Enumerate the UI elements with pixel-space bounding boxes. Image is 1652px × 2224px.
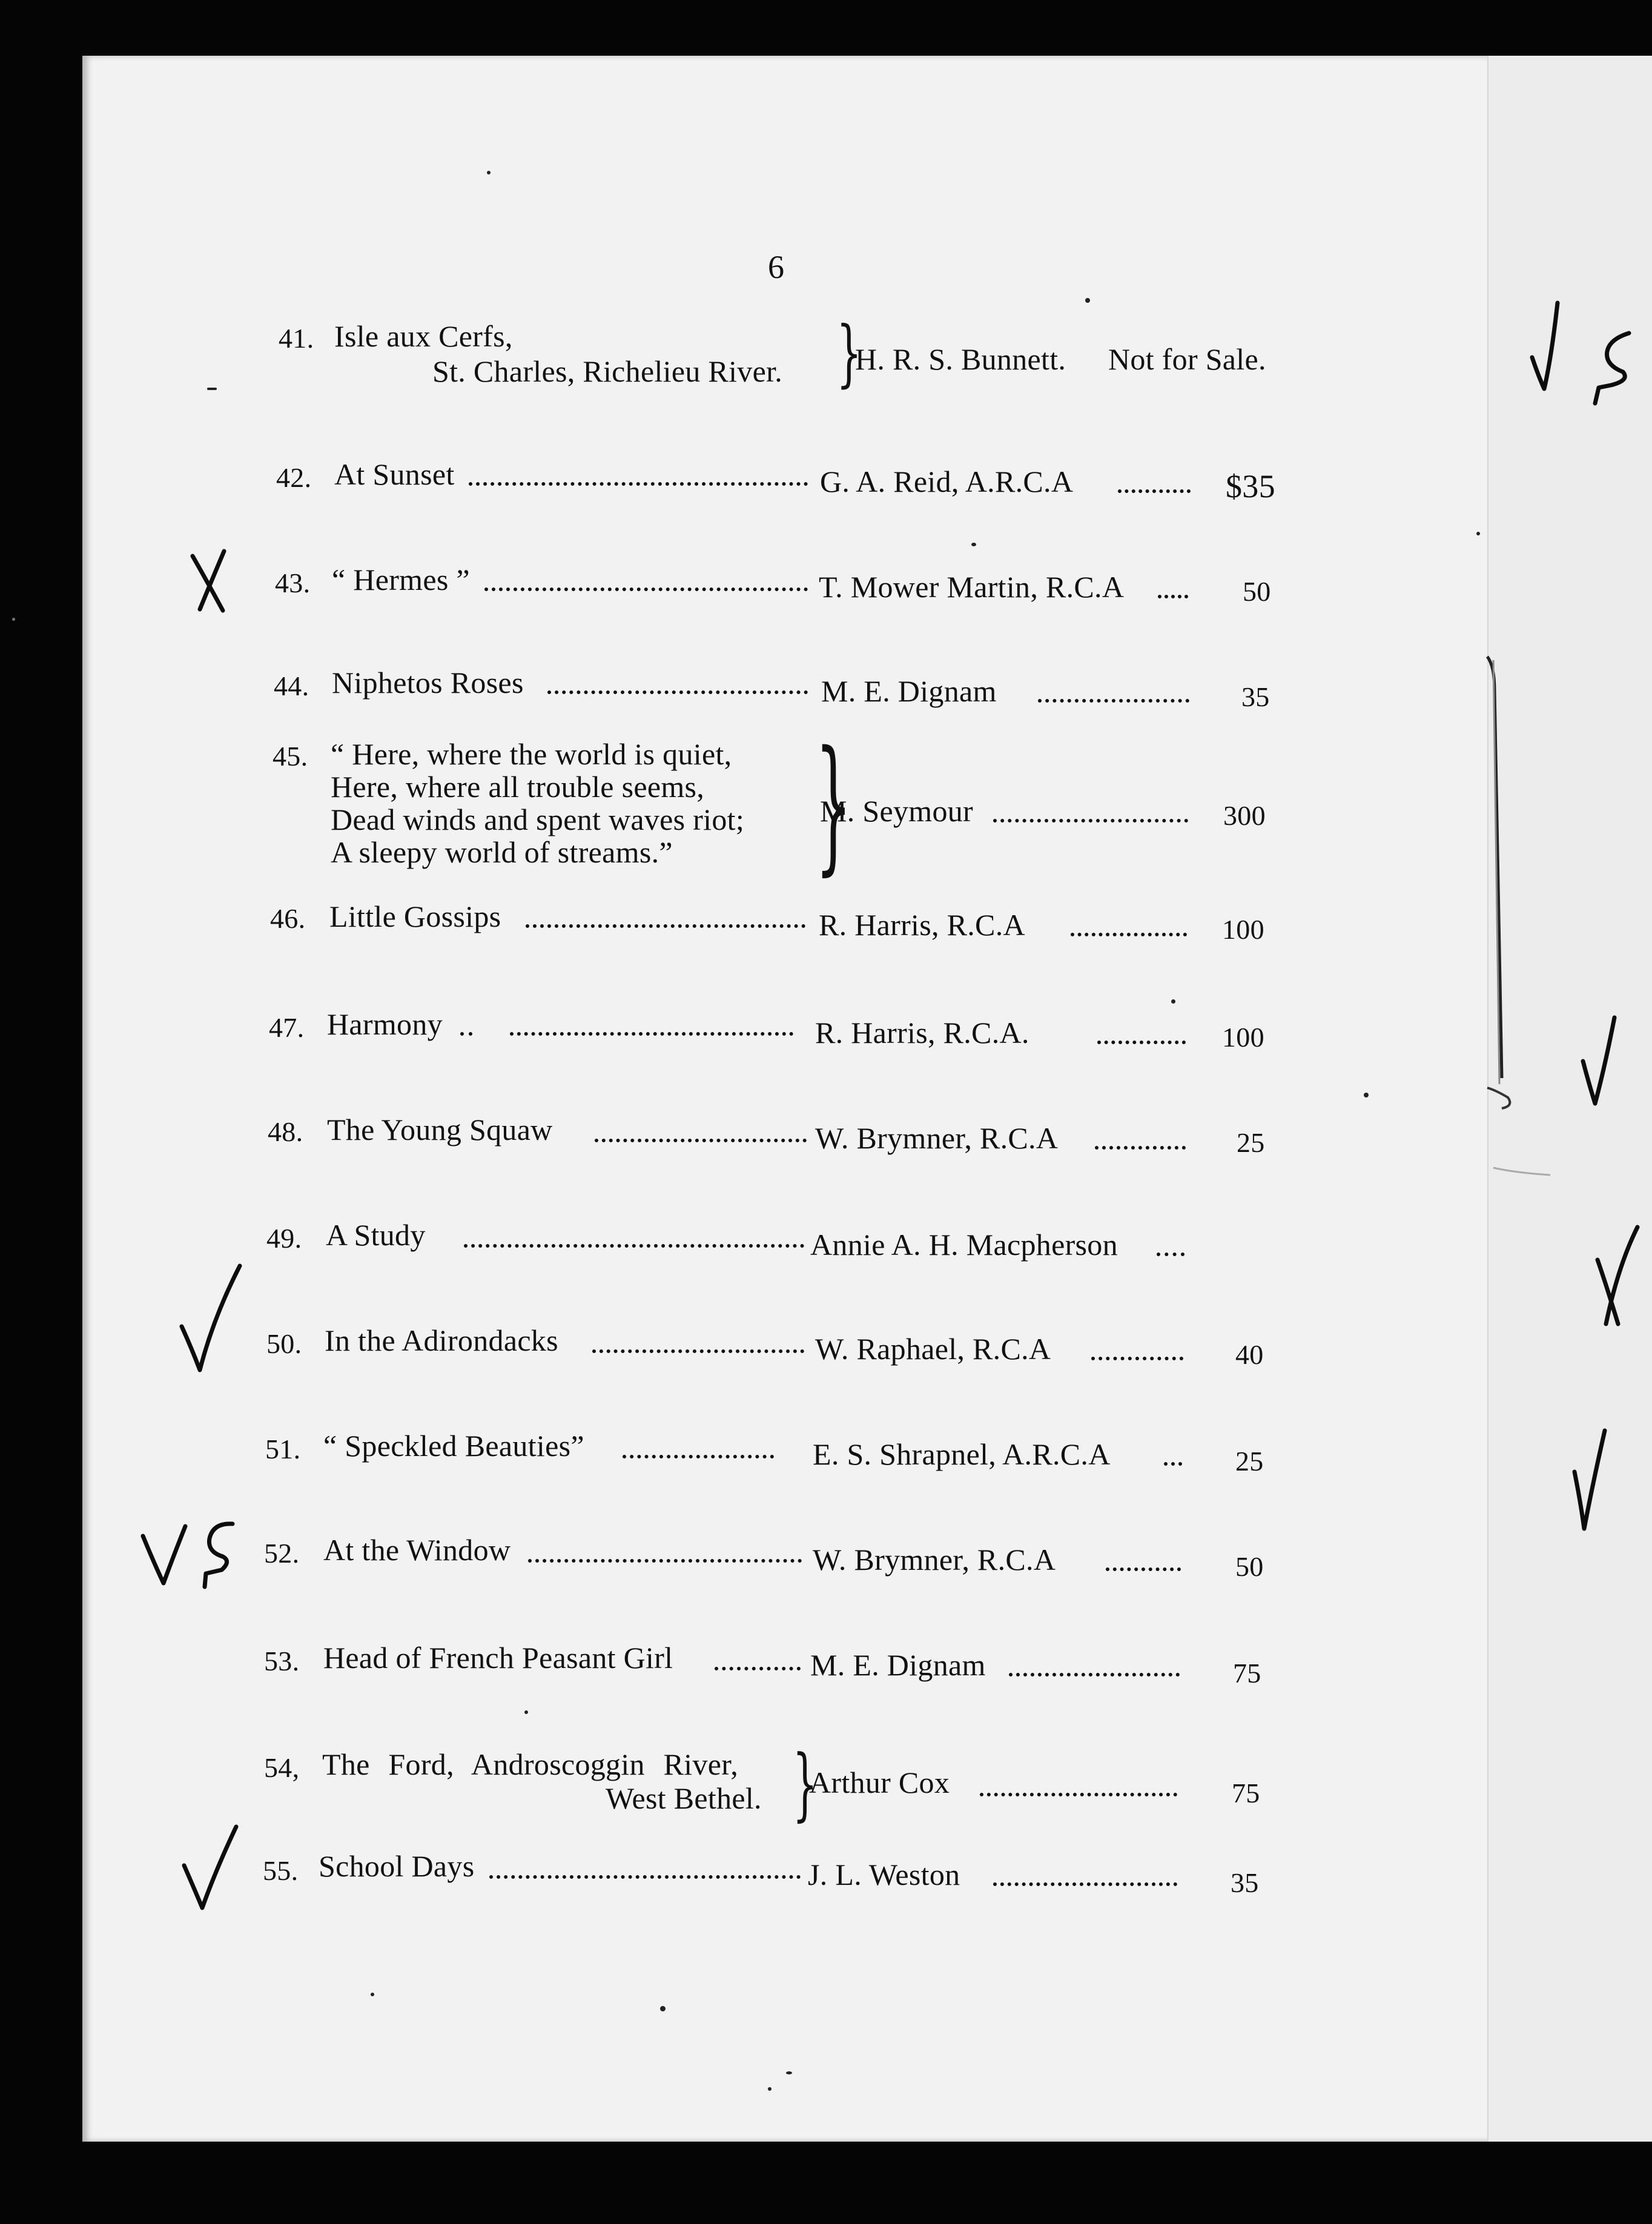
entry-45-price: 300 [1223, 800, 1266, 831]
entry-48-price: 25 [1237, 1127, 1265, 1158]
entry-43-number: 43. [275, 568, 311, 598]
entry-46-number: 46. [270, 903, 306, 934]
entry-52-price: 50 [1235, 1551, 1264, 1582]
entry-54-title-line2: West Bethel. [606, 1781, 762, 1815]
entry-41-title-line1: Isle aux Cerfs, [334, 319, 513, 353]
entry-43-price: 50 [1243, 576, 1271, 607]
entry-51-title: “ Speckled Beauties” [323, 1429, 584, 1463]
entry-51-price: 25 [1235, 1446, 1264, 1477]
binding-crease [1487, 657, 1550, 1175]
handwritten-x-mark-50 [1597, 1227, 1637, 1324]
entry-42-title: At Sunset [334, 457, 455, 491]
entry-46-price: 100 [1222, 914, 1264, 945]
handwritten-check-mark-50 [182, 1266, 240, 1370]
page-number: 6 [768, 249, 785, 285]
entry-53-title: Head of French Peasant Girl [323, 1641, 673, 1675]
entry-55-title: School Days [319, 1849, 475, 1883]
entry-41-number: 41. [279, 323, 314, 354]
handwritten-check-mark-52 [1574, 1431, 1605, 1529]
handwritten-vs-mark-41 [1532, 303, 1629, 403]
entry-41-price: Not for Sale. [1108, 342, 1266, 376]
entry-52-number: 52. [264, 1538, 300, 1569]
entry-54-artist: Arthur Cox [809, 1766, 950, 1799]
entry-45-title-line2: Here, where all trouble seems, [331, 770, 705, 804]
entry-48-number: 48. [268, 1116, 303, 1147]
entry-45-artist: M. Seymour [820, 794, 973, 828]
entry-41-artist: H. R. S. Bunnett. [855, 342, 1066, 376]
entry-43-artist: T. Mower Martin, R.C.A [819, 570, 1125, 604]
entry-50-number: 50. [266, 1328, 302, 1359]
entry-45-title-line3: Dead winds and spent waves riot; [331, 803, 745, 836]
entry-45-brace: } [814, 720, 852, 889]
entry-50-artist: W. Raphael, R.C.A [815, 1332, 1051, 1366]
entry-47-title: Harmony [327, 1007, 443, 1041]
entry-47-number: 47. [269, 1012, 305, 1043]
entry-44-number: 44. [274, 670, 309, 701]
handwritten-check-mark-47 [1583, 1018, 1614, 1104]
entry-52-artist: W. Brymner, R.C.A [813, 1543, 1056, 1577]
entry-44-artist: M. E. Dignam [821, 674, 997, 708]
entry-51-number: 51. [265, 1434, 301, 1464]
handwritten-check-mark-55 [184, 1827, 236, 1908]
entry-54-price: 75 [1232, 1778, 1260, 1809]
handwritten-vs-mark-52 [143, 1524, 233, 1587]
entry-47-price: 100 [1222, 1022, 1264, 1053]
entry-53-price: 75 [1233, 1658, 1261, 1689]
entry-46-artist: R. Harris, R.C.A [819, 908, 1025, 942]
entry-51-artist: E. S. Shrapnel, A.R.C.A [813, 1437, 1111, 1471]
entry-52-title: At the Window [323, 1533, 511, 1567]
entry-49-number: 49. [266, 1223, 302, 1254]
entry-50-title: In the Adirondacks [325, 1323, 558, 1357]
entry-45-title-line4: A sleepy world of streams.” [331, 835, 673, 869]
entry-42-price: $35 [1226, 468, 1275, 505]
entry-44-title: Niphetos Roses [332, 666, 524, 700]
entry-55-price: 35 [1231, 1867, 1259, 1898]
entry-45-title-line1: “ Here, where the world is quiet, [331, 737, 732, 771]
entry-53-artist: M. E. Dignam [810, 1648, 986, 1682]
entry-55-number: 55. [263, 1855, 299, 1886]
entry-48-title: The Young Squaw [327, 1113, 553, 1147]
entry-44-price: 35 [1241, 681, 1270, 712]
entry-53-number: 53. [264, 1646, 300, 1676]
entry-41-title-line2: St. Charles, Richelieu River. [432, 354, 783, 388]
entry-49-title: A Study [326, 1218, 426, 1252]
entry-49-artist: Annie A. H. Macpherson [810, 1228, 1118, 1262]
entry-54-brace: } [792, 1738, 818, 1830]
entry-42-number: 42. [276, 462, 312, 493]
entry-41-brace: } [836, 311, 862, 395]
entry-54-number: 54, [264, 1752, 300, 1783]
entry-43-title: “ Hermes ” [332, 563, 470, 597]
entry-48-artist: W. Brymner, R.C.A [815, 1121, 1059, 1155]
entry-54-title-line1: The Ford, Androscoggin River, [322, 1747, 739, 1781]
entry-47-artist: R. Harris, R.C.A. [815, 1016, 1029, 1050]
entry-42-artist: G. A. Reid, A.R.C.A [820, 465, 1074, 498]
entry-46-title: Little Gossips [329, 899, 501, 933]
entry-50-price: 40 [1235, 1339, 1264, 1370]
handwritten-x-mark-43 [193, 551, 224, 611]
entry-45-number: 45. [273, 741, 308, 772]
entry-55-artist: J. L. Weston [808, 1858, 960, 1891]
